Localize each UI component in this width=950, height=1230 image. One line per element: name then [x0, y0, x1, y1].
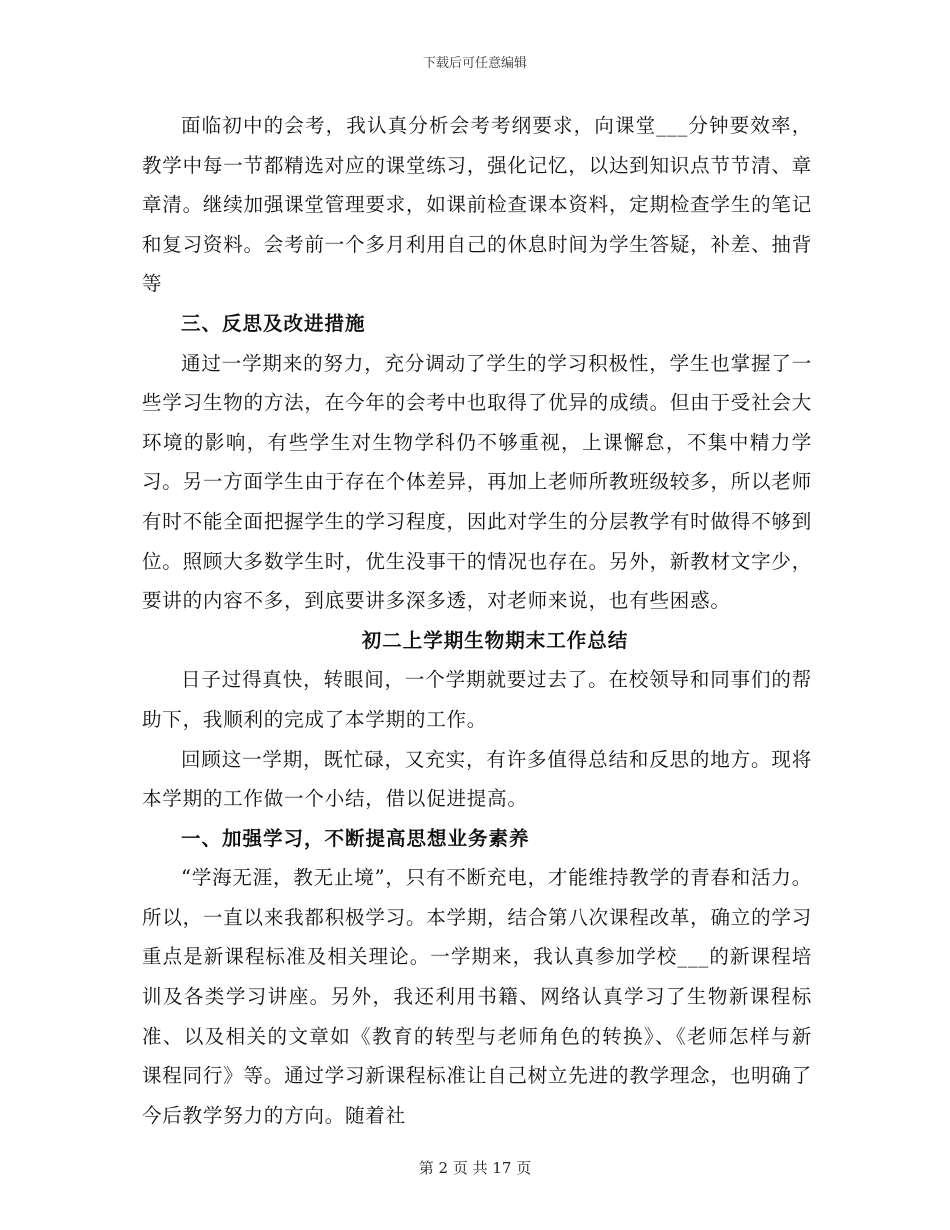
paragraph-reflection: 通过一学期来的努力，充分调动了学生的学习积极性，学生也掌握了一些学习生物的方法，在今年的会考中也取得了优异的成绩。但由于受社会大环境的影响，有些学生对生物学科仍不够重视，上课懈怠，不集中精力学习。另一方面学生由于存在个体差异，再加上老师所教班级较多，所以老师有时不能全面把握学生的学习程度，因此对学生的分层教学有时做得不够到位。照顾大多数学生时，优生没事干的情况也存在。另外，新教材文字少，要讲的内容不多，到底要讲多深多透，对老师来说，也有些困惑。	[142, 351, 812, 613]
page-header: 下载后可任意编辑	[422, 56, 527, 71]
paragraph-exam-preparation: 面临初中的会考，我认真分析会考考纲要求，向课堂___分钟要效率，教学中每一节都精选对应的课堂练习，强化记忆，以达到知识点节节清、章章清。继续加强课堂管理要求，如课前检查课本资料，定期检查学生的笔记和复习资料。会考前一个多月利用自己的休息时间为学生答疑，补差、抽背等	[142, 114, 812, 296]
paragraph-review: 回顾这一学期，既忙碌，又充实，有许多值得总结和反思的地方。现将本学期的工作做一个小结，借以促进提高。	[142, 747, 812, 811]
paragraph-intro: 日子过得真快，转眼间，一个学期就要过去了。在校领导和同事们的帮助下，我顺利的完成了本学期的工作。	[142, 668, 812, 731]
document-body	[142, 106, 812, 1135]
paragraph-study: “学海无涯，教无止境”，只有不断充电，才能维持教学的青春和活力。所以，一直以来我都积极学习。本学期，结合第八次课程改革，确立的学习重点是新课程标准及相关理论。一学期来，我认真参加学校___的新课程培训及各类学习讲座。另外，我还利用书籍、网络认真学习了生物新课程标准、以及相关的文章如《教育的转型与老师角色的转换》、《老师怎样与新课程同行》等。通过学习新课程标准让自己树立先进的教学理念，也明确了今后教学努力的方向。随着社	[142, 866, 812, 1127]
document-title: 初二上学期生物期末工作总结	[361, 628, 629, 652]
section-heading-reflection: 三、反思及改进措施	[181, 311, 366, 335]
section-heading-study: 一、加强学习，不断提高思想业务素养	[181, 826, 530, 850]
page-number: 第 2 页 共 17 页	[418, 1159, 532, 1177]
